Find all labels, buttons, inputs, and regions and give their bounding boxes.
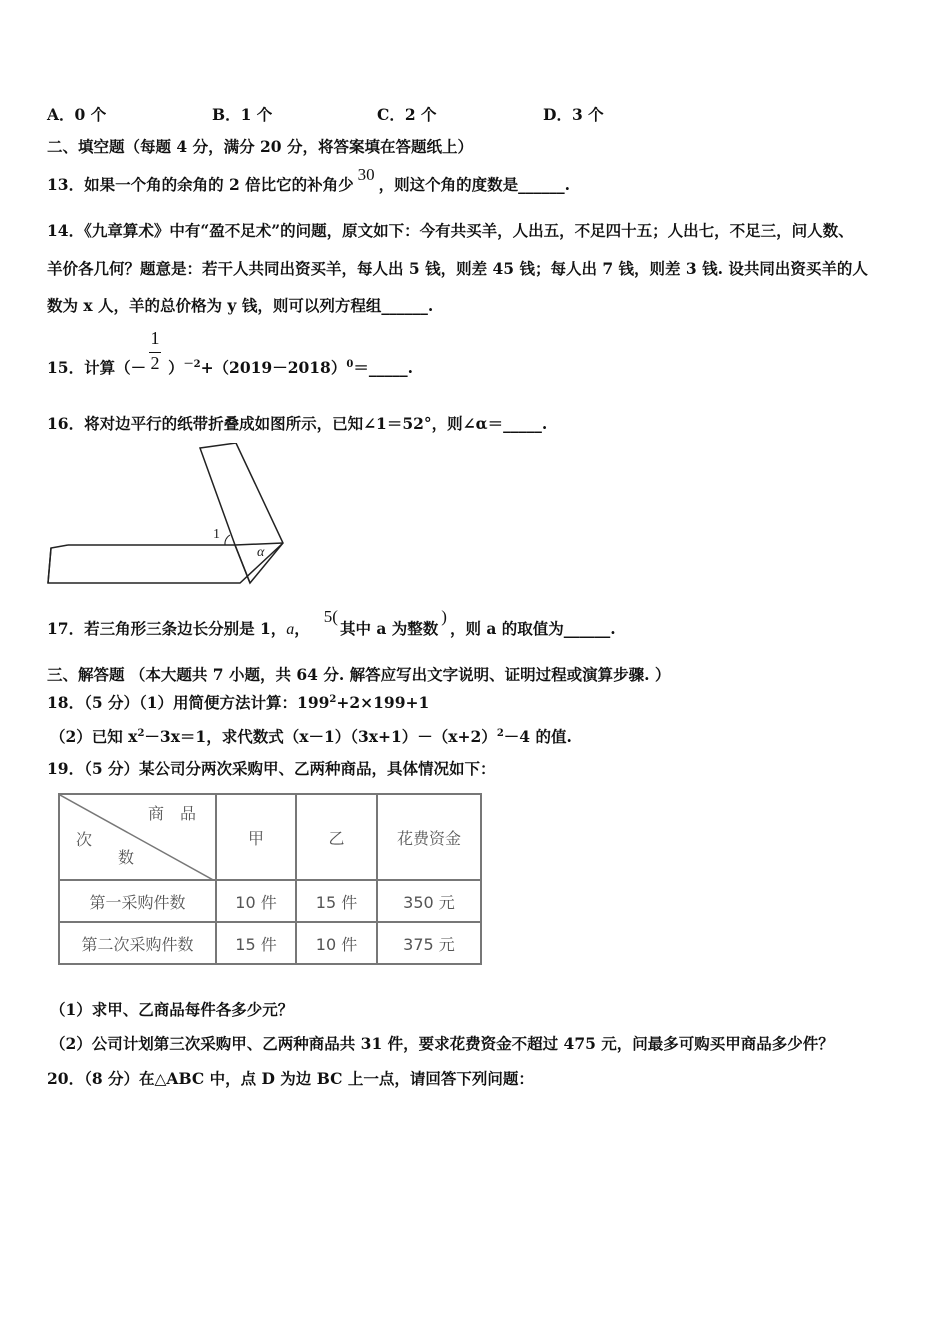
row-1-label: 第一采购件数 (59, 880, 216, 922)
corner-label-count: 数 (118, 848, 135, 867)
angle-alpha-label: α (257, 545, 265, 560)
q18-part2-mid: －3x＝1，求代数式（x－1）（3x+1）－（x+2） (144, 727, 497, 747)
table-row (59, 922, 481, 964)
question-19-part-1: （1）求甲、乙商品每件各多少元？ (50, 1000, 294, 1019)
q18-part2-sup: 2 (137, 728, 145, 739)
q18-part2-before: （2）已知 x (50, 727, 138, 747)
strip-left-end (48, 548, 51, 583)
row-1-yi: 15 件 (296, 880, 377, 922)
purchase-table (58, 793, 482, 965)
q18-part1-before: 18．（5 分）（1）用简便方法计算：199 (47, 693, 330, 713)
q13-number: 30 (357, 165, 375, 184)
q17-text-after: ，则 a 的取值为______. (449, 619, 616, 638)
row-2-jia: 15 件 (216, 922, 296, 964)
section-heading-answers: 三、解答题 （本大题共 7 小题，共 64 分. 解答应写出文字说明、证明过程或演算步骤. ） (47, 665, 671, 684)
q17-five: 5( (323, 607, 338, 626)
section-heading-fill-blank: 二、填空题（每题 4 分，满分 20 分，将答案填在答题纸上） (47, 137, 473, 156)
option-c: C．2 个 (377, 105, 437, 124)
question-19-part-2: （2）公司计划第三次采购甲、乙两种商品共 31 件，要求花费资金不超过 475 元，问最多可购买甲商品多少件？ (50, 1034, 834, 1053)
q17-text-mid: 其中 a 为整数 (339, 619, 439, 638)
question-14-line-1: 14．《九章算术》中有“盈不足术”的问题，原文如下：今有共买羊，人出五，不足四十五；人出七，不足三，问人数、 (47, 221, 854, 240)
question-19-intro: 19．（5 分）某公司分两次采购甲、乙两种商品，具体情况如下： (47, 759, 496, 778)
question-15 (47, 355, 413, 378)
q15-text-end: ＝_____. (353, 358, 413, 378)
header-yi: 乙 (296, 794, 377, 880)
header-cost: 花费资金 (377, 794, 481, 880)
q15-close-paren: ） (168, 358, 184, 378)
header-jia: 甲 (216, 794, 296, 880)
table-corner-cell (59, 794, 216, 880)
table-row (59, 880, 481, 922)
row-2-cost: 375 元 (377, 922, 481, 964)
q17-close-paren: ) (441, 607, 447, 626)
option-a: A．0 个 (47, 105, 107, 124)
corner-label-times: 次 (76, 830, 93, 849)
strip-upper-edge (68, 543, 283, 545)
folded-strip-figure (40, 443, 330, 593)
q18-part2-sup2: 2 (496, 728, 504, 739)
q17-var-a: a (286, 621, 295, 638)
question-17: 17．若三角形三条边长分别是 1，a，5(其中 a 为整数)，则 a 的取值为______. (47, 607, 616, 638)
angle-1-label: 1 (213, 527, 220, 542)
q18-part2-after: －4 的值. (503, 727, 572, 747)
q15-zero-exponent: 0 (346, 359, 354, 370)
question-18-part-1 (47, 690, 429, 713)
question-14-line-2: 羊价各几何？题意是：若干人共同出资买羊，每人出 5 钱，则差 45 钱；每人出 7 钱，则差 3 钱. 设共同出资买羊的人 (47, 259, 868, 278)
q17-text-before: 17．若三角形三条边长分别是 1， (47, 619, 287, 638)
q15-text-rest: +（2019－2018） (200, 358, 347, 378)
angle-1-arc (225, 535, 230, 545)
question-18-part-2 (50, 724, 572, 747)
folded-part (200, 443, 283, 583)
row-2-label: 第二次采购件数 (59, 922, 216, 964)
q15-exponent: －2 (183, 359, 201, 370)
q15-text-before: 15．计算（－ (47, 358, 147, 378)
question-20: 20．（8 分）在△ABC 中，点 D 为边 BC 上一点，请回答下列问题： (47, 1069, 534, 1088)
row-2-yi: 10 件 (296, 922, 377, 964)
row-1-cost: 350 元 (377, 880, 481, 922)
question-16: 16．将对边平行的纸带折叠成如图所示，已知∠1＝52°，则∠α＝_____. (47, 414, 548, 433)
option-d: D．3 个 (543, 105, 604, 124)
question-14-line-3: 数为 x 人，羊的总价格为 y 钱，则可以列方程组______. (47, 296, 434, 315)
q18-part1-after: +2×199+1 (336, 693, 430, 713)
q15-fraction-numerator: 1 (150, 328, 160, 348)
question-13 (47, 165, 571, 195)
q15-fraction-denominator: 2 (150, 353, 160, 373)
row-1-jia: 10 件 (216, 880, 296, 922)
q13-text-before: 13．如果一个角的余角的 2 倍比它的补角少 (47, 175, 354, 194)
table-header-row (59, 794, 481, 880)
q13-text-after: ，则这个角的度数是______. (378, 175, 571, 194)
corner-label-goods: 商 品 (148, 804, 197, 823)
option-b: B．1 个 (212, 105, 273, 124)
q18-part1-sup: 2 (329, 694, 337, 705)
